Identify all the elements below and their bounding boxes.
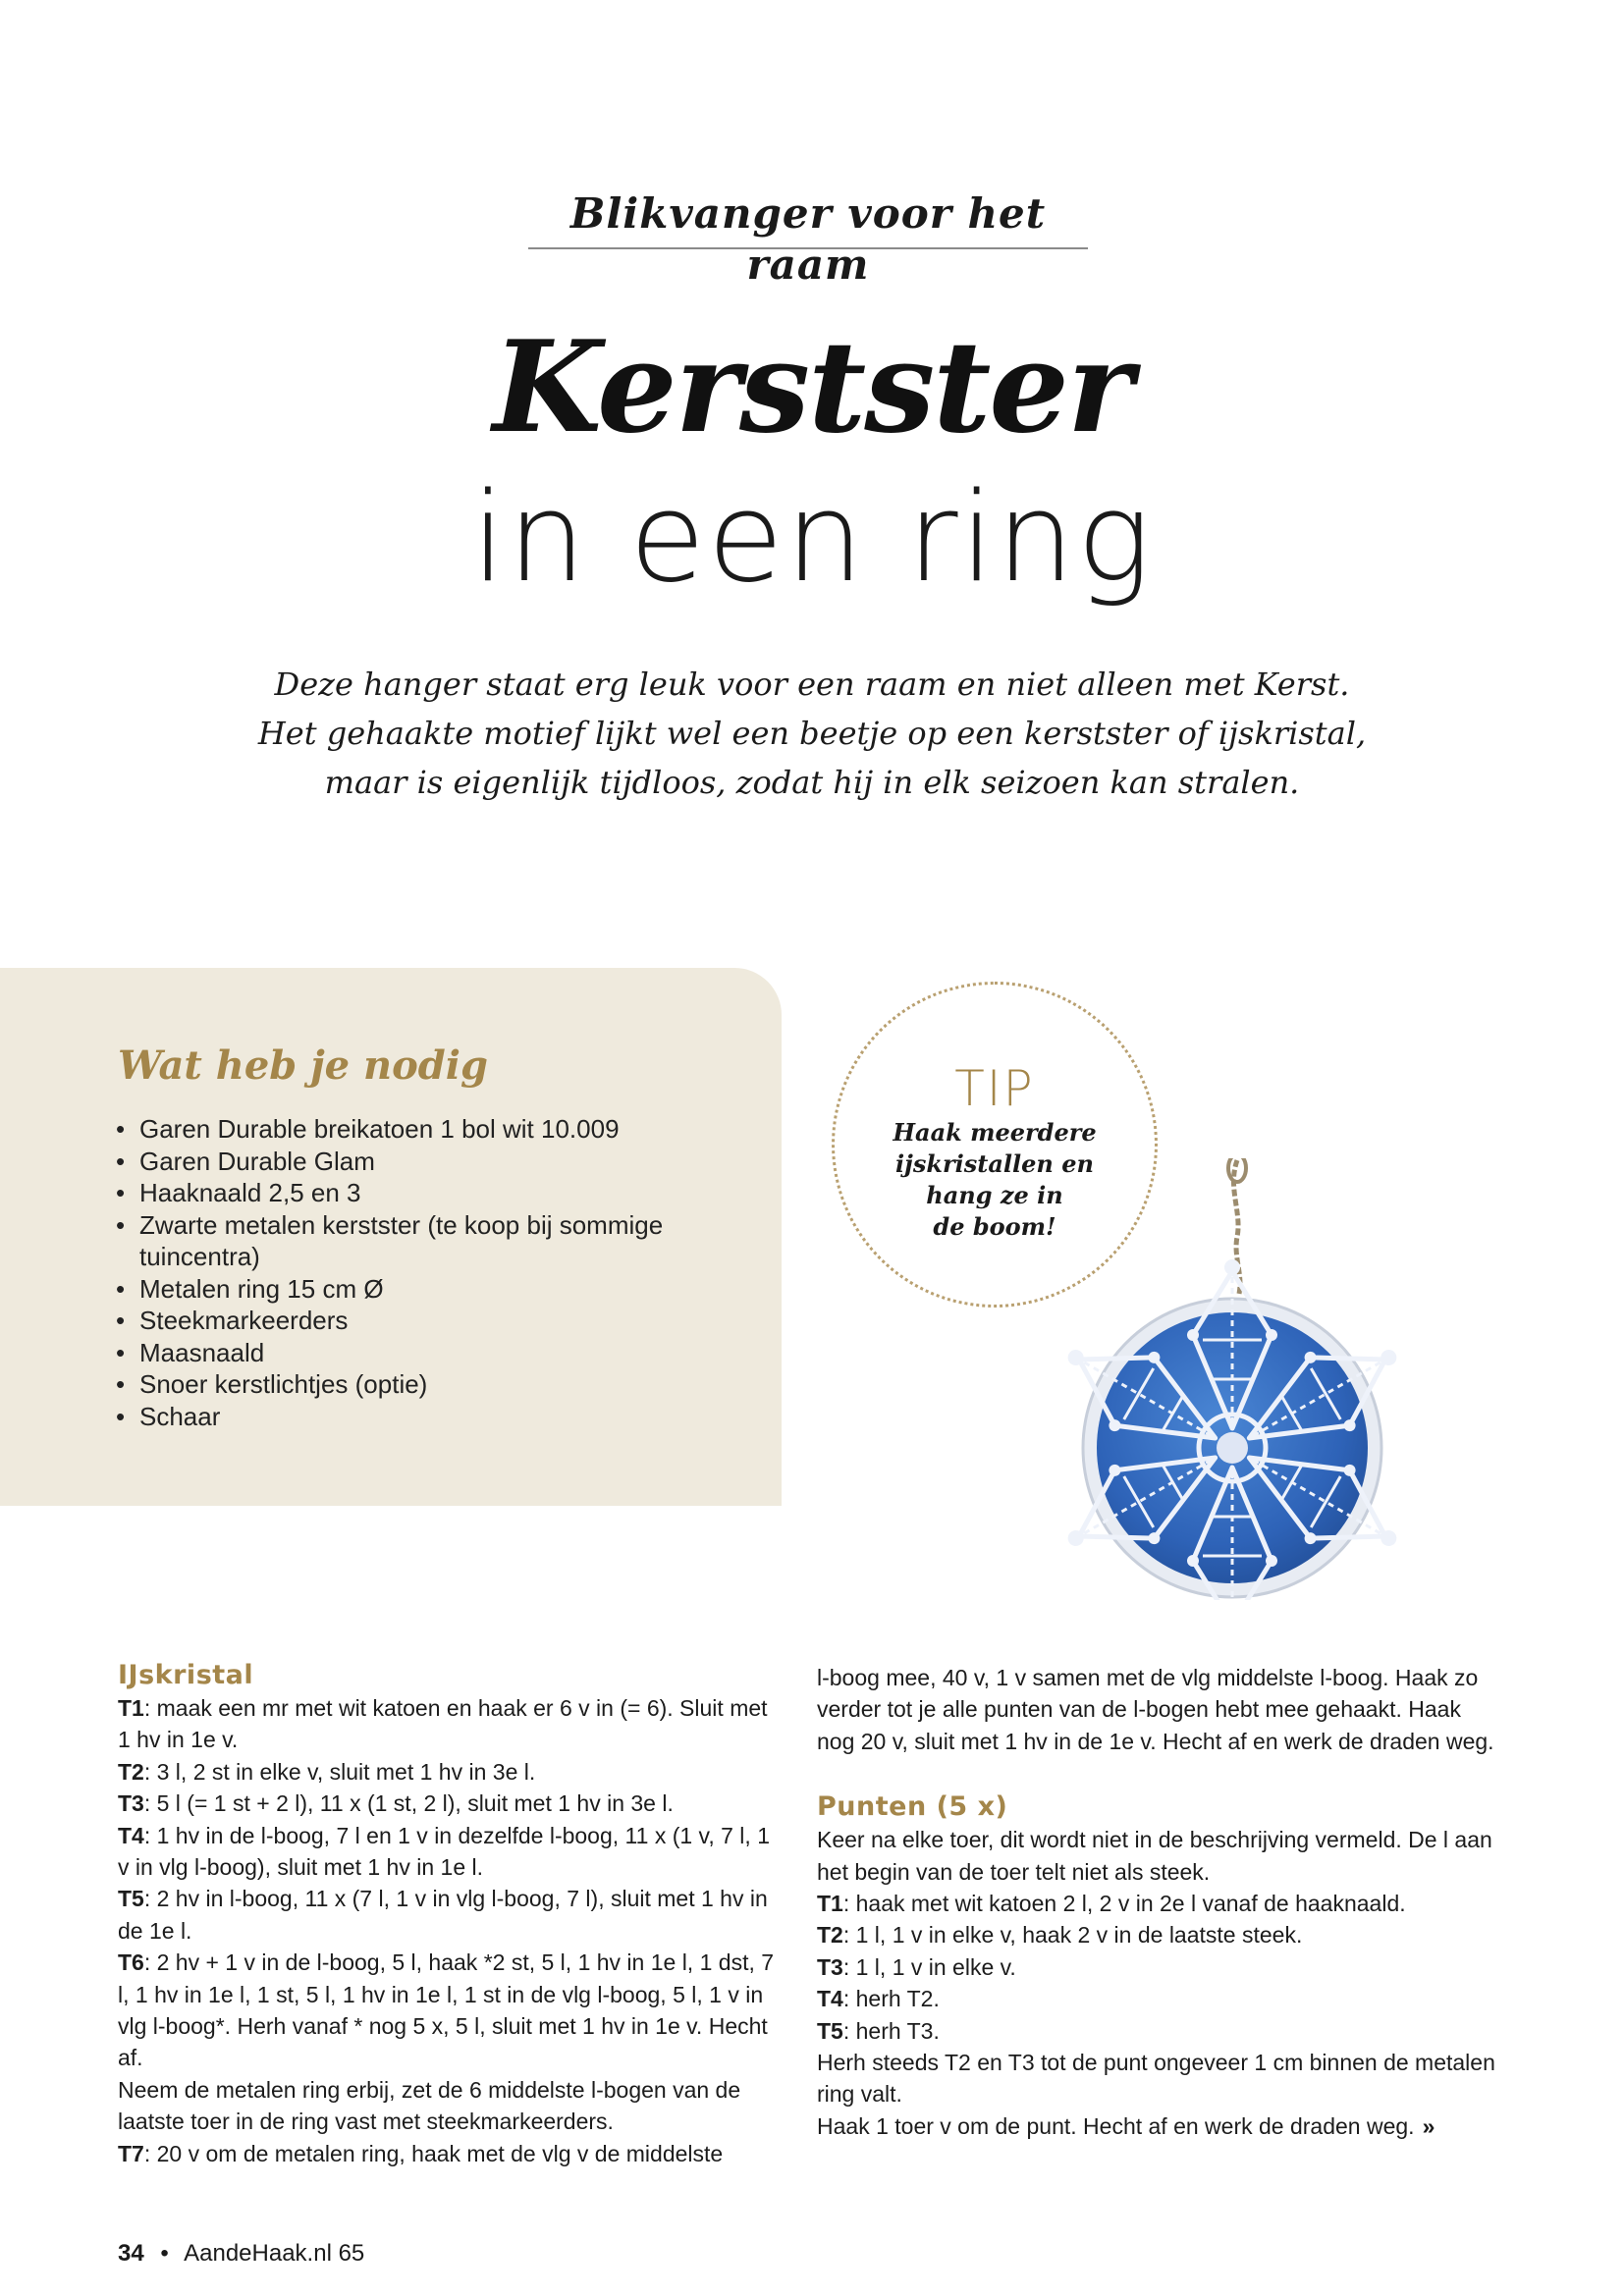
kicker-text: Blikvanger voor het raam bbox=[569, 189, 1047, 289]
needs-item: • Maasnaald bbox=[116, 1337, 744, 1369]
instruction-row: T3: 5 l (= 1 st + 2 l), 11 x (1 st, 2 l), sluit met 1 hv in 3e l. bbox=[118, 1790, 674, 1817]
needs-item: • Haaknaald 2,5 en 3 bbox=[116, 1177, 744, 1209]
kicker bbox=[528, 188, 1088, 289]
tip-label: TIP bbox=[954, 1060, 1035, 1117]
needs-item: • Metalen ring 15 cm Ø bbox=[116, 1273, 744, 1306]
instructions-right bbox=[817, 1662, 1504, 2142]
page-number: 34 bbox=[118, 2240, 144, 2267]
magazine-name: AandeHaak.nl 65 bbox=[184, 2240, 365, 2267]
instruction-row: T5: 2 hv in l-boog, 11 x (7 l, 1 v in vlg l-boog, 7 l), sluit met 1 hv in de 1e l. bbox=[118, 1886, 768, 1944]
intro-line: Het gehaakte motief lijkt wel een beetje op een kerstster of ijskristal, bbox=[257, 715, 1367, 752]
instruction-continued: l-boog mee, 40 v, 1 v samen met de vlg middelste l-boog. Haak zo verder tot je alle punten van de l-bogen hebt mee gehaakt. Haak nog 20 v, sluit met 1 hv in de 1e v. Hecht af en werk de draden weg. bbox=[817, 1665, 1494, 1754]
needs-item: • Zwarte metalen kerstster (te koop bij sommige tuincentra) bbox=[116, 1209, 744, 1273]
instruction-row: T4: 1 hv in de l-boog, 7 l en 1 v in dezelfde l-boog, 11 x (1 v, 7 l, 1 v in vlg l-boog), sluit met 1 hv in 1e l. bbox=[118, 1822, 770, 1881]
instruction-row: T4: herh T2. bbox=[817, 1986, 940, 2012]
instruction-row: T5: herh T3. bbox=[817, 2017, 940, 2044]
section-heading-ijskristal: IJskristal bbox=[118, 1660, 254, 1690]
intro-line: Deze hanger staat erg leuk voor een raam en niet alleen met Kerst. bbox=[274, 666, 1350, 703]
instruction-row: Neem de metalen ring erbij, zet de 6 middelste l-bogen van de laatste toer in de ring vast met steekmarkeerders. bbox=[118, 2076, 741, 2135]
ornament-image bbox=[1041, 1158, 1424, 1600]
instruction-row: T7: 20 v om de metalen ring, haak met de vlg v de middelste bbox=[118, 2140, 724, 2166]
title-script: Kerstster bbox=[492, 314, 1132, 461]
footer-separator: • bbox=[160, 2240, 169, 2267]
section-heading-punten: Punten (5 x) bbox=[817, 1791, 1008, 1823]
tip-line: hang ze in bbox=[926, 1181, 1063, 1209]
continue-mark: » bbox=[1422, 2112, 1435, 2139]
punten-intro: Keer na elke toer, dit wordt niet in de beschrijving vermeld. De l aan het begin van de toer telt niet als steek. bbox=[817, 1827, 1492, 1885]
tip-line: de boom! bbox=[933, 1212, 1056, 1241]
instruction-row: T6: 2 hv + 1 v in de l-boog, 5 l, haak *2 st, 5 l, 1 hv in 1e l, 1 dst, 7 l, 1 hv in 1e l, 1 st, 5 l, 1 hv in 1e l, 1 st in de vlg l-boog, 5 l, 1 v in vlg l-boog*. Herh vanaf * nog 5 x, 5 l, sluit met 1 hv in 1e v. Hecht af. bbox=[118, 1949, 775, 2071]
needs-item: • Snoer kerstlichtjes (optie) bbox=[116, 1368, 744, 1401]
needs-item: • Schaar bbox=[116, 1401, 744, 1433]
instruction-row: T2: 1 l, 1 v in elke v, haak 2 v in de laatste steek. bbox=[817, 1922, 1303, 1949]
punten-outro: Herh steeds T2 en T3 tot de punt ongeveer 1 cm binnen de metalen ring valt. bbox=[817, 2050, 1495, 2108]
tip-line: Haak meerdere bbox=[893, 1118, 1097, 1147]
instruction-row: T1: haak met wit katoen 2 l, 2 v in 2e l vanaf de haaknaald. bbox=[817, 1891, 1406, 1917]
needs-item: • Steekmarkeerders bbox=[116, 1305, 744, 1337]
needs-list bbox=[116, 1113, 744, 1432]
punten-last: Haak 1 toer v om de punt. Hecht af en werk de draden weg. » bbox=[817, 2112, 1435, 2139]
needs-item: • Garen Durable breikatoen 1 bol wit 10.009 bbox=[116, 1113, 744, 1146]
title-light: in een ring bbox=[470, 465, 1154, 610]
needs-title: Wat heb je nodig bbox=[118, 1042, 488, 1089]
instruction-row: T1: maak een mr met wit katoen en haak er 6 v in (= 6). Sluit met 1 hv in 1e v. bbox=[118, 1695, 768, 1753]
instructions-left bbox=[118, 1659, 785, 2169]
page-footer bbox=[118, 2240, 364, 2268]
intro bbox=[236, 660, 1388, 807]
needs-item: • Garen Durable Glam bbox=[116, 1146, 744, 1178]
instruction-row: T2: 3 l, 2 st in elke v, sluit met 1 hv in 3e l. bbox=[118, 1758, 536, 1785]
instruction-row: T3: 1 l, 1 v in elke v. bbox=[817, 1953, 1016, 1980]
intro-line: maar is eigenlijk tijdloos, zodat hij in elk seizoen kan stralen. bbox=[324, 764, 1300, 801]
tip-line: ijskristallen en bbox=[895, 1149, 1094, 1178]
